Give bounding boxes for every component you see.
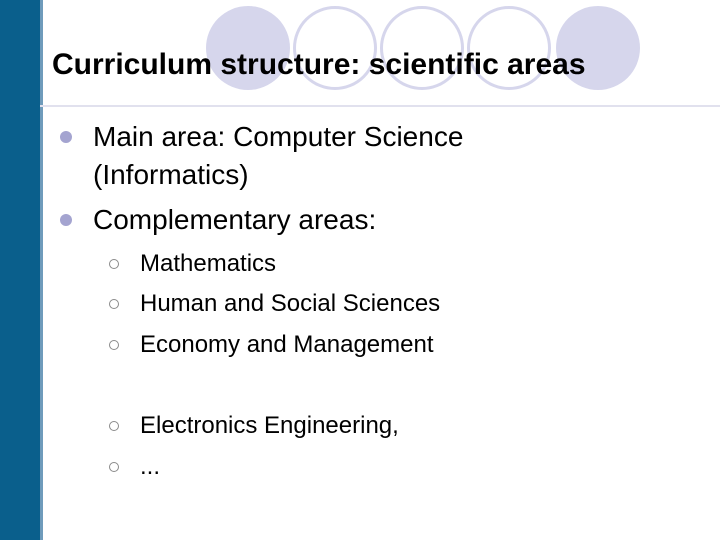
- complementary-areas-label: Complementary areas:: [93, 204, 377, 235]
- hollow-bullet-icon: [109, 259, 119, 269]
- slide-title: Curriculum structure: scientific areas: [52, 48, 586, 81]
- hollow-bullet-icon: [109, 421, 119, 431]
- main-area-text-line2: (Informatics): [93, 159, 249, 190]
- hollow-bullet-icon: [109, 299, 119, 309]
- filled-bullet-icon: [60, 214, 72, 226]
- sub-item-text: ...: [140, 453, 161, 480]
- sub-item-text: Electronics Engineering,: [140, 412, 399, 439]
- hollow-bullet-icon: [109, 340, 119, 350]
- left-accent-band-edge: [40, 0, 43, 540]
- sub-item-text: Human and Social Sciences: [140, 290, 441, 317]
- main-area-text-line1: Main area: Computer Science: [93, 121, 464, 152]
- left-accent-band: [0, 0, 40, 540]
- sub-item-text: Economy and Management: [140, 331, 434, 358]
- filled-bullet-icon: [60, 131, 72, 143]
- sub-item-text: Mathematics: [140, 250, 277, 277]
- title-divider: [40, 105, 720, 107]
- hollow-bullet-icon: [109, 462, 119, 472]
